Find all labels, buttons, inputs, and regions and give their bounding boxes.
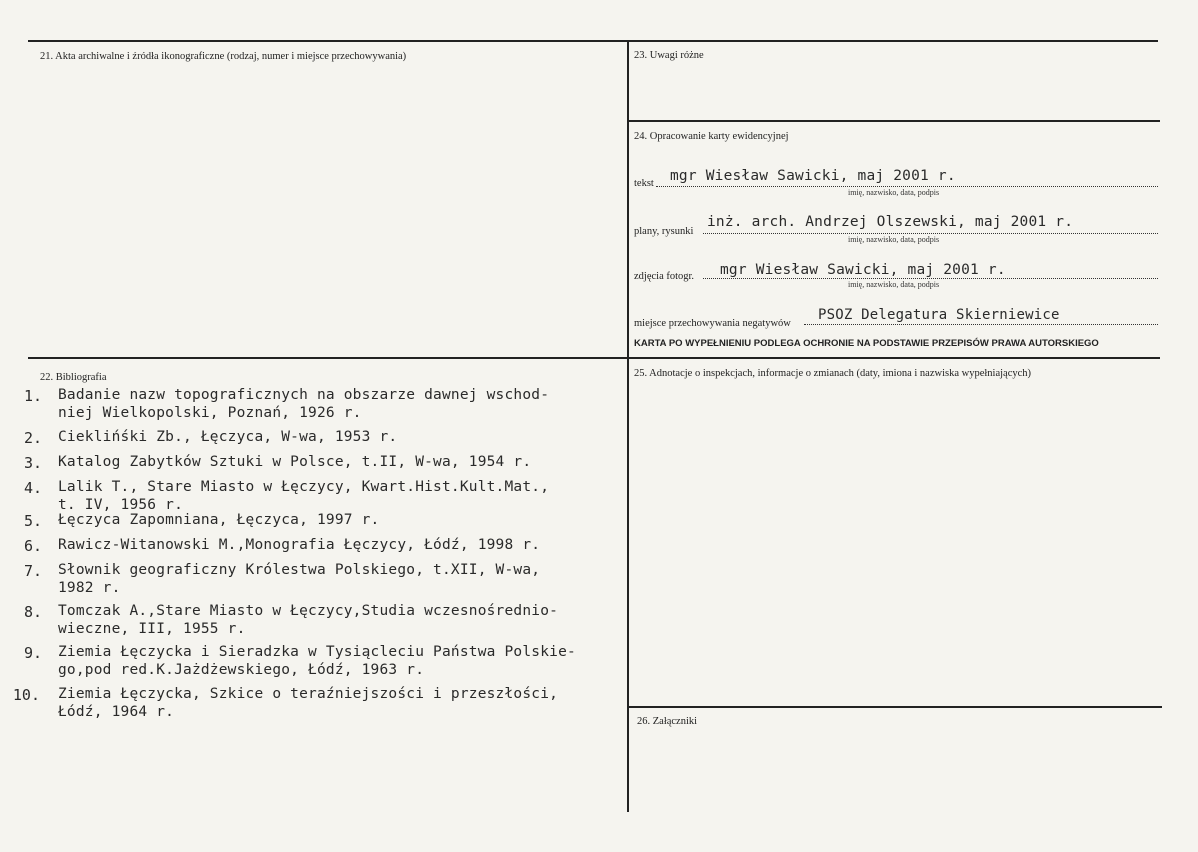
bibliography-number: 8. (23, 603, 42, 621)
bibliography-number: 10. (12, 686, 40, 704)
section-25-label: 25. Adnotacje o inspekcjach, informacje o zmianach (daty, imiona i nazwiska wypełniających) (634, 368, 1032, 379)
bibliography-number: 3. (23, 454, 42, 472)
bibliography-entry-line: 1982 r. (58, 580, 121, 596)
plany-dots (703, 233, 1158, 234)
section-21-label: 21. Akta archiwalne i źródła ikonograficzne (rodzaj, numer i miejsce przechowywania) (40, 51, 407, 62)
zdjecia-value: mgr Wiesław Sawicki, maj 2001 r. (720, 262, 1006, 278)
bibliography-entry-line: Katalog Zabytków Sztuki w Polsce, t.II, W-wa, 1954 r. (58, 454, 532, 470)
tekst-value: mgr Wiesław Sawicki, maj 2001 r. (670, 168, 956, 184)
top-border (28, 40, 1158, 42)
tekst-dots (656, 186, 1158, 187)
bibliography-entry-line: Słownik geograficzny Królestwa Polskiego, t.XII, W-wa, (58, 562, 541, 578)
tekst-label: tekst (634, 178, 654, 189)
section-24-label: 24. Opracowanie karty ewidencyjnej (634, 131, 789, 142)
bibliography-entry-line: t. IV, 1956 r. (58, 497, 184, 513)
section-26-label: 26. Załączniki (637, 716, 698, 727)
bibliography-number: 1. (23, 387, 42, 405)
bibliography-entry-line: niej Wielkopolski, Poznań, 1926 r. (58, 405, 362, 421)
negatywy-dots (804, 324, 1158, 325)
center-divider (627, 40, 629, 812)
negatywy-label: miejsce przechowywania negatywów (634, 318, 791, 329)
negatywy-value: PSOZ Delegatura Skierniewice (818, 307, 1060, 323)
divider-23-24 (627, 120, 1160, 122)
bibliography-entry-line: Ziemia Łęczycka, Szkice o teraźniejszości i przeszłości, (58, 686, 559, 702)
bibliography-entry-line: Łęczyca Zapomniana, Łęczyca, 1997 r. (58, 512, 380, 528)
divider-25-26 (627, 706, 1162, 708)
bibliography-entry-line: Cieklińśki Zb., Łęczyca, W-wa, 1953 r. (58, 429, 398, 445)
bibliography-entry-line: Tomczak A.,Stare Miasto w Łęczycy,Studia wczesnośrednio- (58, 603, 559, 619)
bibliography-entry-line: wieczne, III, 1955 r. (58, 621, 246, 637)
bibliography-number: 4. (23, 479, 42, 497)
bibliography-entry-line: Rawicz-Witanowski M.,Monografia Łęczycy, Łódź, 1998 r. (58, 537, 541, 553)
zdjecia-caption: imię, nazwisko, data, podpis (848, 280, 940, 289)
zdjecia-label: zdjęcia fotogr. (634, 271, 695, 282)
section-22-label: 22. Bibliografia (40, 372, 107, 383)
bibliography-entry-line: Lalik T., Stare Miasto w Łęczycy, Kwart.Hist.Kult.Mat., (58, 479, 550, 495)
bibliography-number: 5. (23, 512, 42, 530)
copyright-notice: KARTA PO WYPEŁNIENIU PODLEGA OCHRONIE NA PODSTAWIE PRZEPISÓW PRAWA AUTORSKIEGO (634, 338, 1099, 349)
bibliography-number: 2. (23, 429, 42, 447)
bibliography-entry-line: go,pod red.K.Jażdżewskiego, Łódź, 1963 r. (58, 662, 425, 678)
section-23-label: 23. Uwagi różne (634, 50, 704, 61)
bibliography-entry-line: Ziemia Łęczycka i Sieradzka w Tysiącleciu Państwa Polskie- (58, 644, 576, 660)
plany-caption: imię, nazwisko, data, podpis (848, 235, 940, 244)
tekst-caption: imię, nazwisko, data, podpis (848, 188, 940, 197)
divider-row-middle (28, 357, 1160, 359)
bibliography-number: 7. (23, 562, 42, 580)
plany-value: inż. arch. Andrzej Olszewski, maj 2001 r. (707, 214, 1074, 230)
plany-label: plany, rysunki (634, 226, 694, 237)
zdjecia-dots (703, 278, 1158, 279)
bibliography-number: 6. (23, 537, 42, 555)
bibliography-number: 9. (23, 644, 42, 662)
bibliography-entry-line: Łódź, 1964 r. (58, 704, 175, 720)
bibliography-entry-line: Badanie nazw topograficznych na obszarze dawnej wschod- (58, 387, 550, 403)
